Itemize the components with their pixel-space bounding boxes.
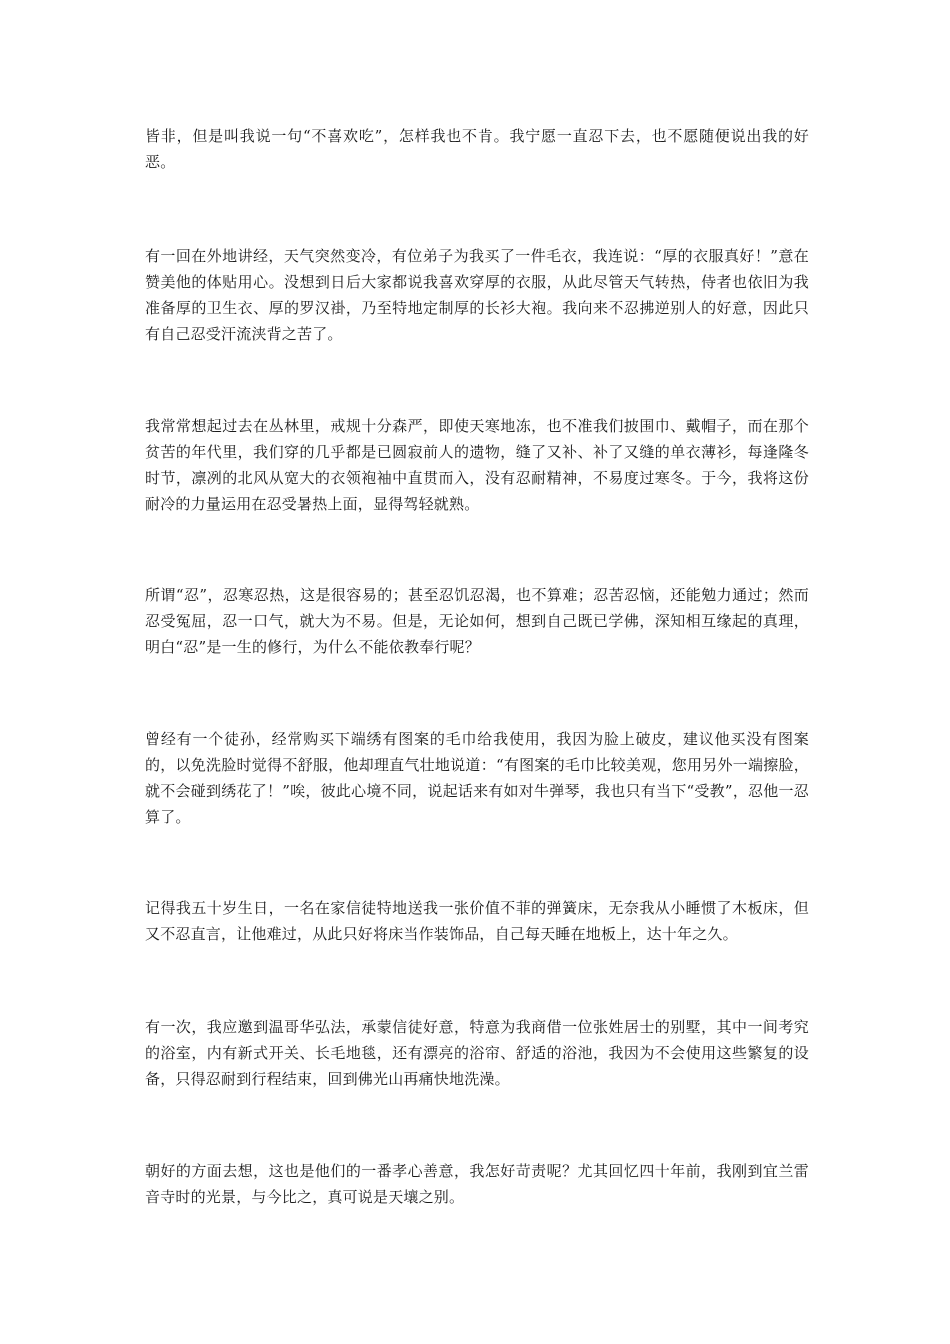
paragraph: 记得我五十岁生日，一名在家信徒特地送我一张价值不菲的弹簧床，无奈我从小睡惯了木板床，但又不忍直言，让他难过，从此只好将床当作装饰品，自己每天睡在地板上，达十年之久。 bbox=[145, 899, 809, 943]
paragraph: 有一次，我应邀到温哥华弘法，承蒙信徒好意，特意为我商借一位张姓居士的别墅，其中一间考究的浴室，内有新式开关、长毛地毯，还有漂亮的浴帘、舒适的浴池，我因为不会使用这些繁复的设备，只得忍耐到行程结束，回到佛光山再痛快地洗澡。 bbox=[145, 1018, 809, 1088]
paragraph: 我常常想起过去在丛林里，戒规十分森严，即使天寒地冻，也不准我们披围巾、戴帽子，而在那个贫苦的年代里，我们穿的几乎都是已圆寂前人的遗物，缝了又补、补了又缝的单衣薄衫，每逢隆冬时节，凛冽的北风从宽大的衣领袍袖中直贯而入，没有忍耐精神，不易度过寒冬。于今，我将这份耐冷的力量运用在忍受暑热上面，显得驾轻就熟。 bbox=[145, 417, 809, 513]
paragraph: 有一回在外地讲经，天气突然变冷，有位弟子为我买了一件毛衣，我连说：“厚的衣服真好！”意在赞美他的体贴用心。没想到日后大家都说我喜欢穿厚的衣服，从此尽管天气转热，侍者也依旧为我准备厚的卫生衣、厚的罗汉褂，乃至特地定制厚的长衫大袍。我向来不忍拂逆别人的好意，因此只有自己忍受汗流浃背之苦了。 bbox=[145, 247, 809, 343]
paragraph: 所谓“忍”，忍寒忍热，这是很容易的；甚至忍饥忍渴，也不算难；忍苦忍恼，还能勉力通过；然而忍受冤屈，忍一口气，就大为不易。但是，无论如何，想到自己既已学佛，深知相互缘起的真理，明白“忍”是一生的修行，为什么不能依教奉行呢？ bbox=[145, 586, 809, 656]
paragraph: 朝好的方面去想，这也是他们的一番孝心善意，我怎好苛责呢？尤其回忆四十年前，我刚到宜兰雷音寺时的光景，与今比之，真可说是天壤之别。 bbox=[145, 1162, 809, 1206]
paragraph: 曾经有一个徒孙，经常购买下端绣有图案的毛巾给我使用，我因为脸上破皮，建议他买没有图案的，以免洗脸时觉得不舒服，他却理直气壮地说道：“有图案的毛巾比较美观，您用另外一端擦脸，就不会碰到绣花了！”唉，彼此心境不同，说起话来有如对牛弹琴，我也只有当下“受教”，忍他一忍算了。 bbox=[145, 730, 809, 826]
paragraph: 皆非，但是叫我说一句“不喜欢吃”，怎样我也不肯。我宁愿一直忍下去，也不愿随便说出我的好恶。 bbox=[145, 127, 809, 171]
